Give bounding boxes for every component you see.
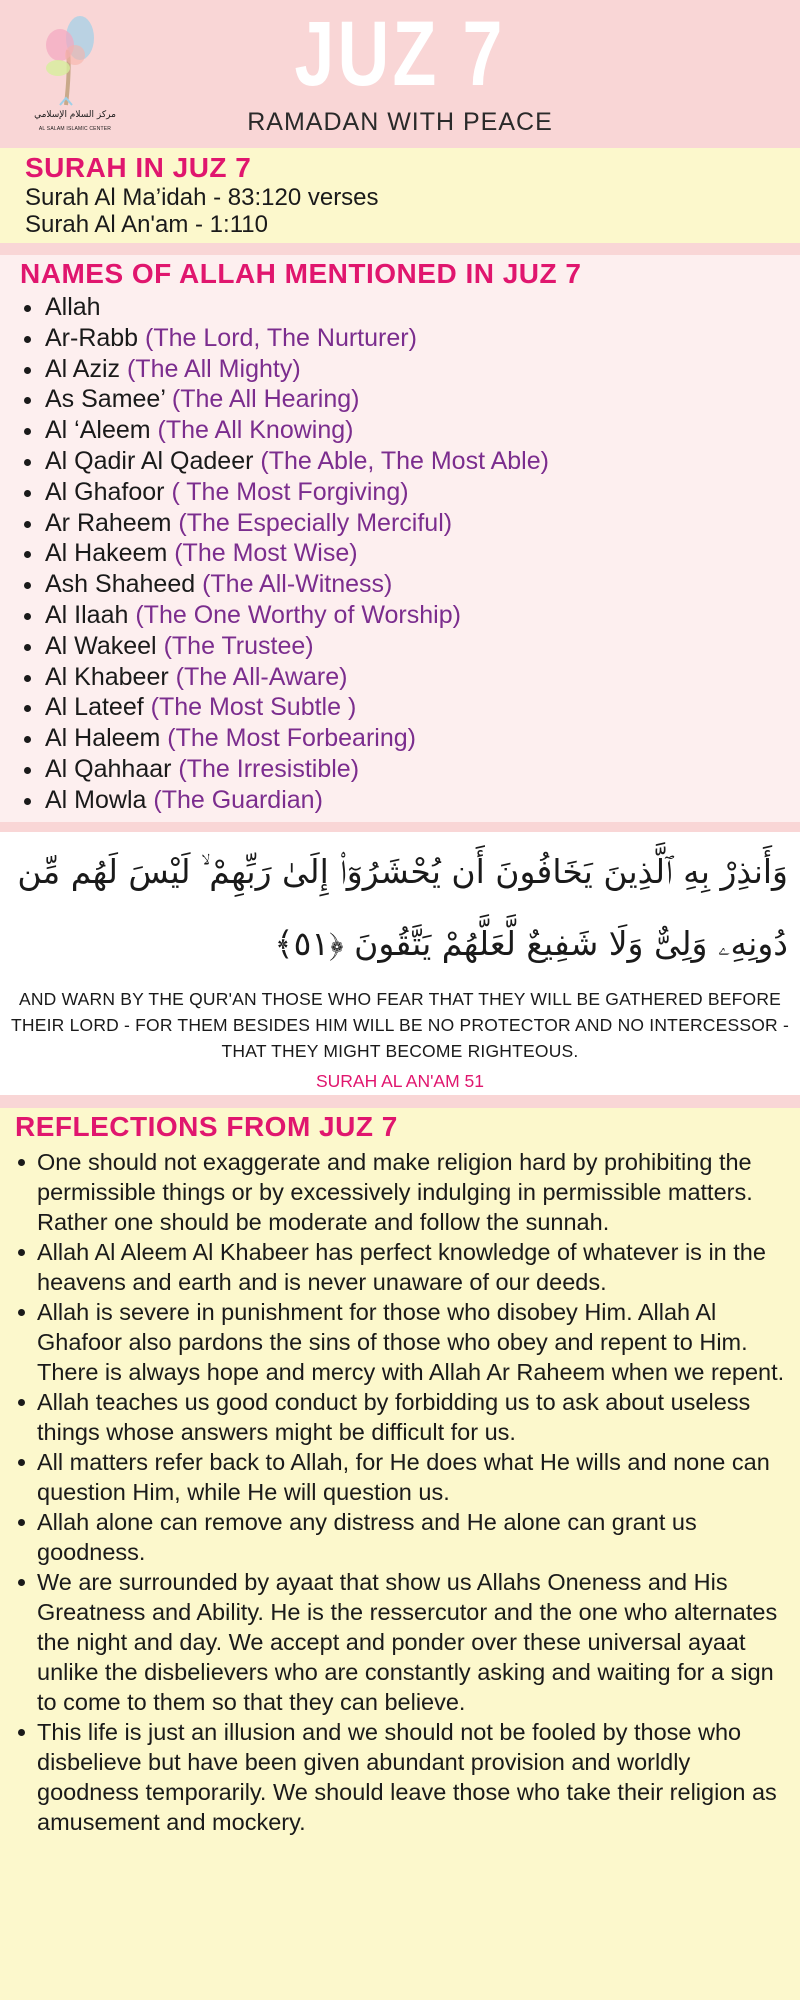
arabic-verse-line: وَأَنذِرْ بِهِ ٱلَّذِينَ يَخَافُونَ أَن يُحْشَرُوٓا۟ إِلَىٰ رَبِّهِمْ ۙ لَيْسَ لَهُم مِّن — [17, 852, 788, 891]
reflection-item: One should not exaggerate and make religion hard by prohibiting the permissible things or by excessively indulging in permissible matters. Rather one should be moderate and follow the sunnah. — [15, 1147, 790, 1237]
name-label: Al Lateef — [45, 693, 151, 722]
reflection-item: Allah is severe in punishment for those who disobey Him. Allah Al Ghafoor also pardons the sins of those who obey and repent to Him. There is always hope and mercy with Allah Ar Raheem when we repent. — [15, 1297, 790, 1387]
name-item — [20, 508, 800, 539]
name-meaning: (The Lord, The Nurturer) — [145, 323, 417, 352]
divider — [0, 243, 800, 255]
name-label: Al Wakeel — [45, 631, 164, 660]
divider — [0, 1095, 800, 1108]
reflection-item: Allah alone can remove any distress and He alone can grant us goodness. — [15, 1507, 790, 1567]
name-meaning: (The Guardian) — [153, 785, 323, 814]
name-item — [20, 754, 800, 785]
reflection-item: This life is just an illusion and we should not be fooled by those who disbelieve but have been given abundant provision and worldly goodness temporarily. We should leave those who take their religion as amusement and mockery. — [15, 1717, 790, 1837]
name-meaning: (The Most Wise) — [174, 539, 358, 568]
name-label: Al Qadir Al Qadeer — [45, 446, 261, 475]
name-label: Allah — [45, 293, 101, 321]
arabic-verse-line: دُونِهِۦ وَلِىٌّ وَلَا شَفِيعٌ لَّعَلَّهُمْ يَتَّقُونَ ﴿٥١﴾ — [274, 924, 788, 963]
name-label: As Samee’ — [45, 385, 172, 414]
name-meaning: (The All-Witness) — [202, 570, 393, 599]
verse-section — [0, 832, 800, 1095]
name-item — [20, 538, 800, 569]
name-item — [20, 662, 800, 693]
name-meaning: (The All-Aware) — [175, 662, 348, 691]
name-label: Al Haleem — [45, 724, 168, 753]
name-label: Al ‘Aleem — [45, 416, 158, 445]
name-item — [20, 785, 800, 816]
name-meaning: (The Especially Merciful) — [178, 508, 453, 537]
surah-item: Surah Al An'am - 1:110 — [25, 211, 268, 238]
name-item — [20, 569, 800, 600]
page-subtitle: RAMADAN WITH PEACE — [247, 108, 553, 136]
name-label: Al Hakeem — [45, 539, 175, 568]
name-item — [20, 415, 800, 446]
name-meaning: (The One Worthy of Worship) — [135, 600, 461, 629]
name-label: Al Mowla — [45, 785, 154, 814]
name-label: Al Ilaah — [45, 600, 136, 629]
name-item — [20, 323, 800, 354]
reflection-item: All matters refer back to Allah, for He does what He wills and none can question Him, while He will question us. — [15, 1447, 790, 1507]
name-label: Al Aziz — [45, 354, 127, 383]
surah-item: Surah Al Ma’idah - 83:120 verses — [25, 184, 379, 211]
reflections-list — [15, 1147, 790, 1837]
names-heading: NAMES OF ALLAH MENTIONED IN JUZ 7 — [20, 258, 582, 289]
name-item — [20, 723, 800, 754]
name-item — [20, 600, 800, 631]
name-item — [20, 446, 800, 477]
reflection-item: Allah teaches us good conduct by forbidding us to ask about useless things whose answers might be difficult for us. — [15, 1387, 790, 1447]
name-label: Al Qahhaar — [45, 754, 179, 783]
name-meaning: (The All Hearing) — [171, 385, 360, 414]
name-item — [20, 631, 800, 662]
surah-heading: SURAH IN JUZ 7 — [25, 152, 252, 183]
reflection-item: Allah Al Aleem Al Khabeer has perfect knowledge of whatever is in the heavens and earth and is never unaware of our deeds. — [15, 1237, 790, 1297]
name-label: Al Ghafoor — [45, 477, 172, 506]
reflections-heading: REFLECTIONS FROM JUZ 7 — [15, 1111, 398, 1142]
reflection-item: We are surrounded by ayaat that show us Allahs Oneness and His Greatness and Ability. He is the ressercutor and the one who alternates the night and day. We accept and ponder over these universal ayaat unlike the disbelievers who are constantly asking and waiting for a sign to come to them so that they can believe. — [15, 1567, 790, 1717]
reflections-section — [0, 1108, 800, 2000]
name-meaning: (The Most Subtle ) — [150, 693, 357, 722]
name-item — [20, 692, 800, 723]
name-item — [20, 354, 800, 385]
names-section — [0, 255, 800, 822]
page-title: JUZ 7 — [294, 3, 506, 105]
name-meaning: (The Able, The Most Able) — [260, 446, 549, 475]
header — [0, 0, 800, 148]
name-item — [20, 384, 800, 415]
name-label: Ar Raheem — [45, 508, 179, 537]
names-list — [20, 292, 800, 816]
name-label: Ar-Rabb — [45, 323, 146, 352]
name-item — [20, 477, 800, 508]
name-label: Al Khabeer — [45, 662, 176, 691]
name-meaning: (The All Knowing) — [157, 416, 354, 445]
name-meaning: ( The Most Forgiving) — [171, 477, 409, 506]
name-meaning: (The Most Forbearing) — [167, 724, 416, 753]
verse-reference: SURAH AL AN'AM 51 — [315, 1071, 485, 1091]
name-meaning: (The All Mighty) — [126, 354, 301, 383]
divider — [0, 822, 800, 832]
al-salam-logo: مركز السلام الإسلامي AL SALAM ISLAMIC CENTER — [30, 10, 120, 135]
name-item — [20, 292, 800, 323]
verse-translation: AND WARN BY THE QUR'AN THOSE WHO FEAR THAT THEY WILL BE GATHERED BEFORE THEIR LORD - FOR THEM BESIDES HIM WILL BE NO PROTECTOR AND NO INTERCESSOR - THAT THEY MIGHT BECOME RIGHTEOUS. — [11, 989, 789, 1061]
surah-section — [0, 148, 800, 243]
name-label: Ash Shaheed — [45, 570, 203, 599]
name-meaning: (The Irresistible) — [178, 754, 360, 783]
name-meaning: (The Trustee) — [163, 631, 314, 660]
